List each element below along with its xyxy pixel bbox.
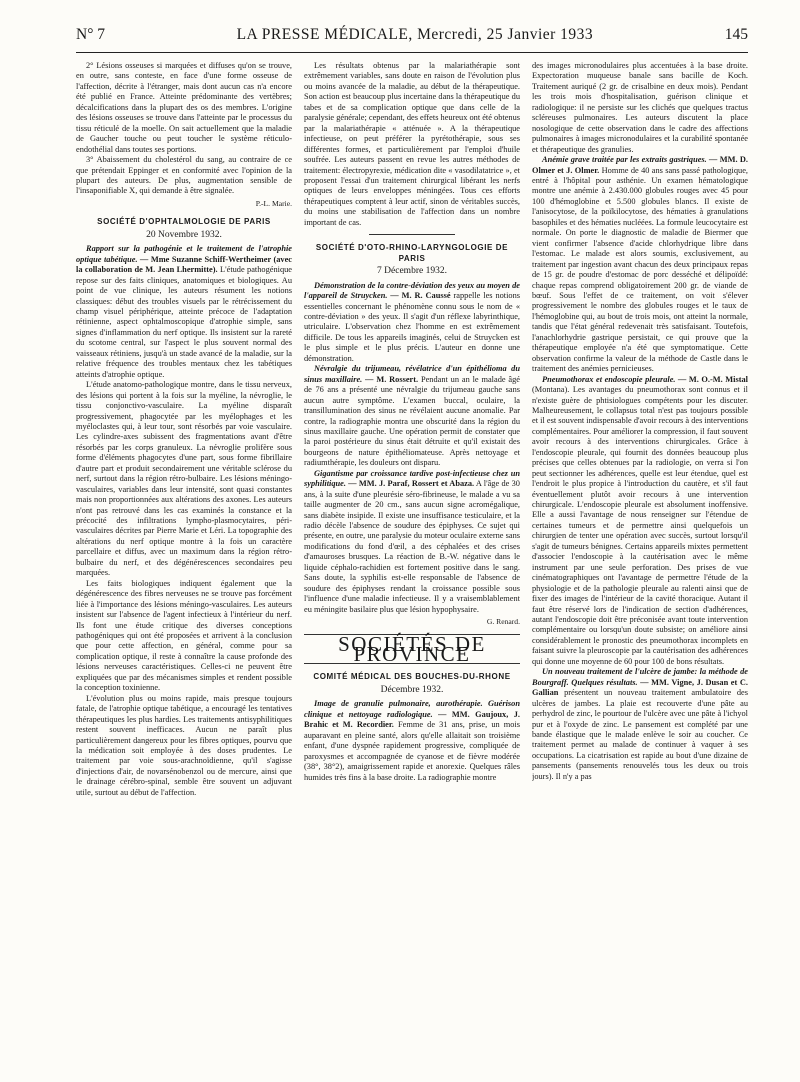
article-text: A l'âge de 30 ans, à la suite d'une pleurésie séro-fibrineuse, le malade a vu sa taille augmenter de 20 cm., sans aucun signe acromégalique, sans diabète insipide. Il existe une insuffisance testiculaire, et la radio décèle l'absence de soudure des épiphyses. Ce sujet qui présente, en outre, une paralysie du moteur oculaire externe sans modifications du fond d'œil, a des céphalées et des crises d'amauroses brusques. La réaction de B.-W. négative dans le liquide céphalo-rachidien est fortement positive dans le sang. Sans doute, la syphilis est-elle responsable de l'absence de soudure des épiphyses rendant la croissance possible sous l'influence d'une maladie infectieuse. Il y a vraisemblablement eu méningite basilaire plus que lésion hypophysaire. [304,479,520,614]
article-text: Femme de 31 ans, prise, un mois auparavant en pleine santé, alors qu'elle allaitait son troisième enfant, d'une dyspnée rapidement progressive, compliquée de paroxysmes et accompagnée de cyanose et de fièvre modérée (38°, 38°2), amaigrissement rapide et anorexie. Quelques râles humides très fins à la base droite. La radiographie montre [304,720,520,782]
section-banner: SOCIÉTÉS DE PROVINCE [304,634,520,665]
article [304,469,520,615]
article [304,281,520,365]
article-text: rappelle les notions essentielles concernant le phénomène connu sous le nom de « contre-déviation » des yeux. Il s'agit d'un réflexe labyrinthique, utriculaire. L'observation chez l'homme en est extrêmement difficile. De tous les appareils imaginés, celui de Struycken est le plus simple et le plus précis. L'auteur en donne une démonstration. [304,291,520,363]
article-text: Pendant un an le malade âgé de 76 ans a présenté une névralgie du trijumeau gauche sans aucun autre symptôme. L'examen buccal, oculaire, la transillumination des sinus ne révélaient aucune anomalie. Par contre, la radiographie montra une obscurité dans la région du sinus maxillaire gauche. Une opération permit de constater que la paroi postérieure du sinus était détruite et qu'il existait des bourgeons de nature épithéliomateuse. Après nettoyage et radiumthérapie, les douleurs ont disparu. [304,374,520,468]
article [532,155,748,375]
article-authors: M. O.-M. Mistal [688,374,748,384]
article-heading: Rapport sur la pathogénie et le traitement de l'atrophie optique tabétique. — [76,244,292,264]
signature: G. Renard. [486,617,520,627]
article-text: (Montana). Les avantages du pneumothorax sont connus et il n'existe guère de phtisiologues compétents pour les discuter. Malheureusement, le collapsus total n'est pas toujours possible et il est souvent indispensable d'avoir recours à des interventions complémentaires. Pour améliorer la compression, il faut souvent avoir recours à des interventions chirurgicales. Grâce à l'endoscopie pleurale, qui fournit des données beaucoup plus précises que celles obtenues par la radiologie, on verra si l'on peut sectionner les adhérences, quelle est leur étendue, quel est l'endroit le plus propice à l'introduction du cautère, et s'il faut éventuellement plutôt avoir recours à une intervention chirurgicale. L'endoscopie pleurale est absolument inoffensive. Elle a aussi l'avantage de nous renseigner sur l'étendue de certaines tumeurs et de permettre ainsi quelquefois un chirurgien de tenter une opération avec succès, surtout lorsqu'il s'agit de tumeurs bénignes. Certains appareils mixtes permettent d'associer l'endoscopie à la cautérisation avec le même instrument par une seule perforation. Des prises de vue cinématographiques ont l'avantage de permettre l'étude de la physiologie et de la pathologie pleurale au ralenti ainsi que de fixer des images de l'intérieur de la cavité thoracique. Autant il faut être réservé lors de l'indication de section d'adhérences, autant l'endoscopie doit être préconisée avant toute intervention complémentaire ou lorsqu'un doute subsiste; on améliore ainsi considérablement le pronostic des pneumothorax incomplets en faisant suivre la pleuroscopie par la cautérisation des adhérences qui donne une moyenne de 60 pour 100 de bons résultats. [532,385,748,666]
column-3 [532,61,748,1079]
article [532,667,748,782]
page-header [76,26,748,48]
separator-rule [369,234,455,235]
article [304,699,520,783]
session-date: 20 Novembre 1932. [146,229,222,240]
article-heading: Pneumothorax et endoscopie pleurale. — [542,374,689,384]
column-1 [76,61,292,1079]
article-authors: M. R. Caussé [401,291,451,301]
article-text: L'étude pathogénique repose sur des faits cliniques, anatomiques et biologiques. Au point de vue clinique, les auteurs résument les notions classiques: début des troubles visuels par le rétrécissement du champ visuel périphérique, atteinte précoce de l'adaptation rétinienne, aspect ophtalmoscopique d'atrophie simple, sans signes d'inflammation du nerf optique. Ils insistent sur la rareté du scotome central, sur l'aspect le plus souvent normal des vaisseaux rétiniens, jusqu'à un stade avancé de la maladie, sur la relative fréquence des troubles mentaux chez les tabétiques atteints d'atrophie optique. [76,265,292,379]
society-title: COMITÉ MÉDICAL DES BOUCHES-DU-RHONE [313,672,511,682]
text-columns [76,61,748,1079]
article-text: présentent un nouveau traitement ambulatoire des ulcères de jambes. La plaie est recouverte d'une pâte au perhydrol de zinc, le pourtour de l'ulcère avec une pâte à l'ichyol pur et à l'oxyde de zinc. Le pansement est complété par une bande élastique que le malade enlève le soir au coucher. Ce traitement permet au malade de continuer à vaquer à ses occupations. La cicatrisation est rapide au bout d'une dizaine de pansements (pansements renouvelés tous les deux ou trois jours). Il n'y a pas [532,688,748,781]
paragraph: Les faits biologiques indiquent également que la dégénérescence des fibres nerveuses ne se trouve pas forcément liée à l'importance des lésions méningo-vasculaires. Les auteurs insistent sur l'absence de l'agent infectieux à l'intérieur du nerf. Ils font une étude critique des diverses conceptions pathogéniques qui ont été proposées et arrivent à la conclusion que pour cette affection, en général, comme pour sa complication optique, il reste à connaître la cause profonde des lésions nerveuses caractéristiques. Celles-ci ne peuvent être expliquées que par des mécanismes simples et rendent possible la conception toxinienne. [76,578,292,693]
article [532,375,748,668]
society-title: SOCIÉTÉ D'OTO-RHINO-LARYNGOLOGIE DE PARIS [315,243,509,263]
article-authors: MM. Gaujoux, J. Brahic et M. Recordier. [304,709,520,730]
article [76,244,292,380]
article [304,364,520,469]
article-heading: Image de granulie pulmonaire, aurothérapie. Guérison clinique et nettoyage radiologique. — [304,699,520,719]
paragraph: 3° Abaissement du cholestérol du sang, au contraire de ce que prétendait Eppinger et en conformité avec l'opinion de la plupart des auteurs. De plus, augmentation sensible de l'insaponifiable X, qui demande à être signalée. [76,155,292,196]
article-heading: Un nouveau traitement de l'ulcère de jambe: la méthode de Bourgraff. Quelques résultats. — [532,667,748,687]
article-authors: MM. Vigne, J. Dusan et C. Gallian [532,677,748,698]
article-authors: Mme Suzanne Schiff-Wertheimer (avec la collaboration de M. Jean Lhermitte). [76,254,292,275]
article-authors: MM. J. Paraf, Rossert et Abaza. [358,479,475,489]
paragraph: 2° Lésions osseuses si marquées et diffuses qu'on se trouve, en outre, sans conteste, en face d'une forme osseuse de l'affection, décrite à l'étranger, mais dont aucun cas n'a encore été publié en France. Atteinte prédominante des vertèbres; décalcifications dans la plupart des os des membres. L'origine des lésions osseuses se trouve dans l'atteinte par le processus du tissu réticulé de la moelle. On sait actuellement que la maladie de Gaucher touche ou peut toucher le système réticulo-endothélial dans toutes ses portions. [76,61,292,154]
header-rule [76,52,748,53]
paragraph: L'évolution plus ou moins rapide, mais presque toujours fatale, de l'atrophie optique tabétique, a encouragé les tentatives thérapeutiques les plus hardies. Les traitements antisyphilitiques restent souvent inefficaces. Aucun ne paraît plus particulièrement dangereux pour les fibres optiques, pourvu que la médication soit employée à des doses prudentes. Le traitement par voie sous-arachnoïdienne, qu'il s'agisse d'injections d'air, de novarsénobenzol ou de mercure, ainsi que le drainage cérébro-spinal, semble être souvent un adjuvant utile, surtout au début de l'affection. [76,693,292,797]
article-text: Homme de 40 ans sans passé pathologique, entré à l'hôpital pour asthénie. Un examen hématologique montre une anémie à 2.430.000 globules rouges avec 45 pour 100 d'hémoglobine et 5.500 globules blancs. Il existe de l'anisocytose, de la poïkilocytose, des hématies à granulations basophiles et des hématies nucléées. La formule leucocytaire est normale. On porte le diagnostic de maladie de Biermer que vient confirmer l'absence d'acide chlorhydrique libre dans l'estomac. Le malade est alors soumis, exclusivement, au traitement par ingestion avant chacun des deux principaux repas de 15 gr. de poudre d'estomac de porc desséché et délipoïdé: chaque repas comprend obligatoirement 200 gr. de viande de bœuf. Sous l'effet de ce traitement, on voit s'élever progressivement le nombre des globules rouges et le taux de l'hémoglobine qui, au bout de trois mois, ont atteint la normale, tandis que l'état général redevenait très satisfaisant. Toutefois, l'anachlorhydrie gastrique persistait, ce qui prouve que la thérapeutique employée n'a été que symptomatique. Cette observation confirme la valeur de la méthode de Castle dans le traitement des anémies pernicieuses. [532,165,748,374]
society-title: SOCIÉTÉ D'OPHTALMOLOGIE DE PARIS [97,217,271,227]
session-date: 7 Décembre 1932. [377,266,447,277]
paragraph: L'étude anatomo-pathologique montre, dans le tissu nerveux, des lésions qui portent à la fois sur la myéline, la névroglie, le tissu conjonctivo-vasculaire. La myéline disparaît progressivement, phagocytée par les myélophages et les myéloclastes qui, à leur tour, sont résorbés par voie vasculaire. Les cylindre-axes subissent des fragmentations avant d'être résorbés par les corps granuleux. La névroglie prolifère sous forme d'éléments phagocytes d'une part, sous forme fibrillaire d'autre part et produit secondairement une véritable sclérose du nerf, surtout dans la région rétro-bulbaire. Les lésions méningo-vasculaires, variables dans leur intensité, sont quasi constantes mais non proportionnées aux altérations des axones. Les auteurs n'ont pas retrouvé dans les cas examinés la constance et la précocité des infiltrations lympho-plasmocytaires, péri-vasculaires décrites par Pierre Marie et Léri. La topographie des altérations du nerf optique montre à la fois un caractère parcellaire et diffus, avec un maximum dans la région rétro-bulbaire du nerf, et des dégénérescences secondaires peu marquées. [76,380,292,578]
paragraph: Les résultats obtenus par la malariathérapie sont extrêmement variables, sans doute en raison de l'évolution plus ou moins avancée de la maladie, au début de la thérapeutique. Son action est beaucoup plus incertaine dans la thérapeutique du tabes et de sa complication optique que dans celle de la paralysie générale; cependant, des effets heureux ont été obtenus par la malariathérapie « atténuée ». A la thérapeutique infectieuse, on peut préférer la pyrétothérapie, sous ses différentes formes, et particulièrement par l'emploi d'huile soufrée. Les auteurs passent en revue les autres méthodes de traitement: électropyrexie, médication dite « vasodilatatrice », et proposent l'essai d'un traitement chirurgical libérant les nerfs optiques de leurs enveloppes méningées. Tous ces efforts thérapeutiques comptent à leur actif, sinon de véritables succès, du moins une stabilisation de l'affection dans un nombre important de cas. [304,61,520,227]
article-heading: Névralgie du trijumeau, révélatrice d'un épithélioma du sinus maxillaire. — [304,364,520,384]
article-heading: Anémie grave traitée par les extraits gastriques. — [542,155,720,165]
article-authors: M. Rossert. [376,374,419,384]
journal-title: LA PRESSE MÉDICALE, Mercredi, 25 Janvier 1933 [236,26,594,43]
article-heading: Démonstration de la contre-déviation des yeux au moyen de l'appareil de Struycken. — [304,280,520,301]
page-number: 145 [724,26,748,43]
column-2 [304,61,520,1079]
issue-number: N° 7 [76,26,106,43]
paragraph: des images micronodulaires plus accentuées à la base droite. Expectoration muqueuse banale sans bacille de Koch. Traitement auriqué (2 gr. de crisalbine en deux mois). Pendant les trois mois d'hospitalisation, guérison clinique et radiologique: il ne persiste sur les clichés que quelques tractus scléreuses pulmonaires. Les auteurs discutent la place nosologique de cette observation dans le cadre des affections pulmonaires à images micronodulaires et la curabilité spontanée et thérapeutique des granulies. [532,61,748,154]
signature: P.-L. Marie. [255,198,292,208]
session-date: Décembre 1932. [380,684,444,695]
article-authors: MM. D. Olmer et J. Olmer. [532,155,748,175]
article-heading: Gigantisme par croissance tardive post-infectieuse chez un syphilitique. — [304,468,520,489]
